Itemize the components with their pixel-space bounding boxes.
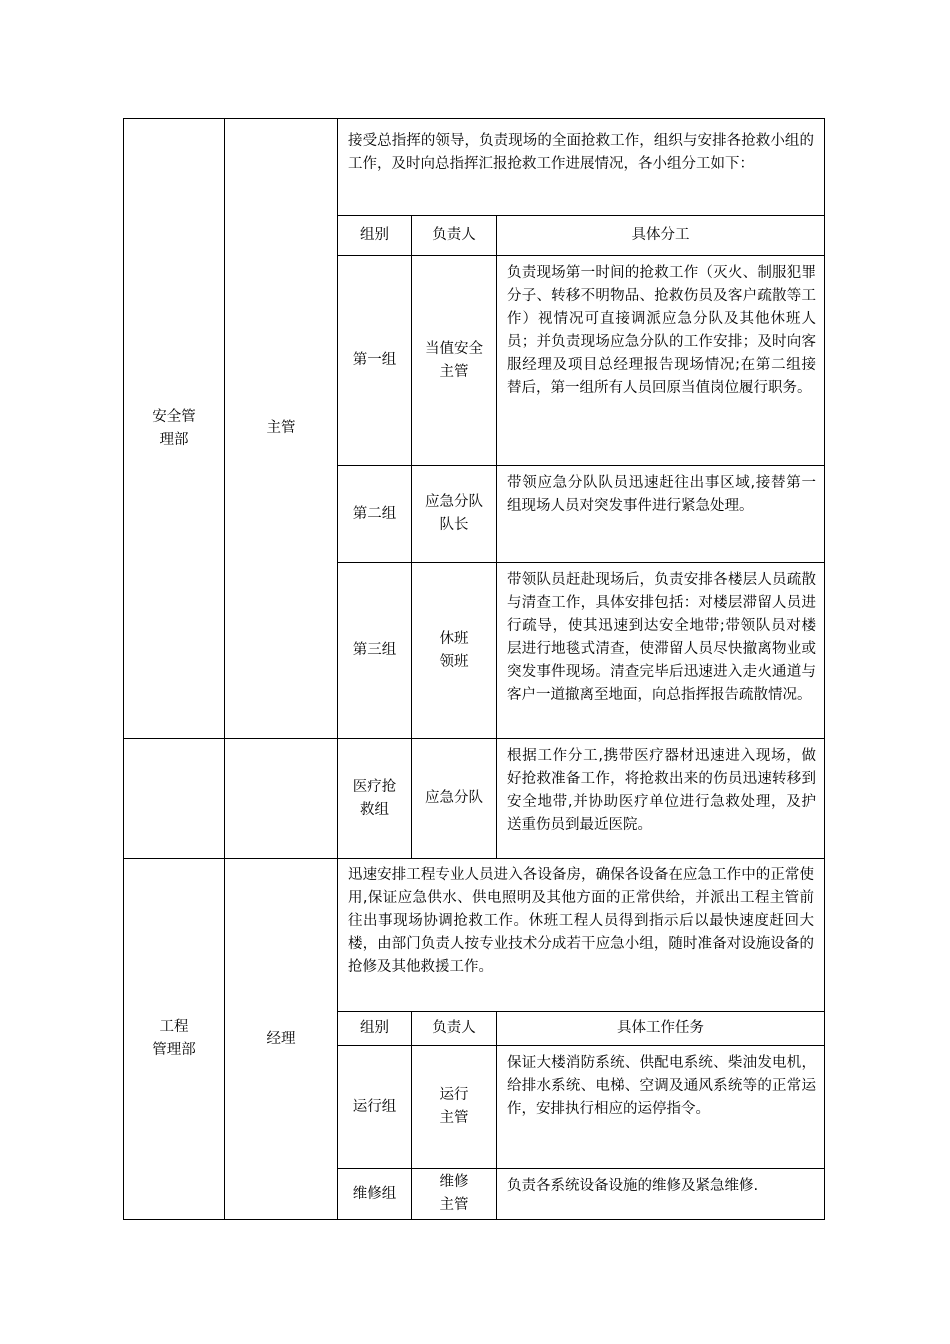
medical-task: 根据工作分工,携带医疗器材迅速进入现场，做好抢救准备工作，将抢救出来的伤员迅速转移到安全地带,并协助医疗单位进行急救处理，及护送重伤员到最近医院。 (507, 748, 816, 833)
engineering-intro: 迅速安排工程专业人员进入各设备房，确保各设备在应急工作中的正常使用,保证应急供水、供电照明及其他方面的正常供给，并派出工程主管前往出事现场协调抢救工作。休班工程人员得到指示后以最快速度赶回大楼，由部门负责人按专业技术分成若干应急小组，随时准备对设施设备的抢修及其他救援工作。 (348, 867, 814, 975)
medical-group: 医疗抢 救组 (352, 778, 397, 818)
security-header-lead: 负责人 (432, 227, 476, 243)
table-row-task: 带领队员赶赴现场后，负责安排各楼层人员疏散与清查工作，具体安排包括：对楼层滞留人员进行疏导，使其迅速到达安全地带;带领队员对楼层进行地毯式清查，使滞留人员尽快撤离物业或突发事件现场。清查完毕后迅速进入走火通道与客户一道撤离至地面，向总指挥报告疏散情况。 (507, 572, 816, 703)
engineering-dept-label: 工程 管理部 (152, 1019, 196, 1058)
table-row-task: 带领应急分队队员迅速赶往出事区域,接替第一组现场人员对突发事件进行紧急处理。 (507, 475, 816, 514)
table-right-border (824, 118, 825, 1220)
table-row-lead: 当值安全 主管 (425, 340, 483, 380)
engineering-dept-cell (124, 859, 224, 1219)
engineering-role-cell (225, 859, 337, 1219)
engineering-header-group: 组别 (360, 1020, 389, 1036)
table-bottom-border (123, 1219, 825, 1220)
engineering-header-lead: 负责人 (432, 1020, 476, 1036)
medical-lead: 应急分队 (425, 790, 483, 806)
table-row-lead: 休班 领班 (439, 630, 469, 670)
table-row-task: 负责各系统设备设施的维修及紧急维修. (507, 1178, 759, 1194)
table-row-group: 维修组 (352, 1185, 397, 1202)
security-role-cell (225, 119, 337, 738)
table-row-group: 第三组 (352, 642, 397, 658)
security-dept-cell (124, 119, 224, 738)
security-role: 主管 (266, 420, 296, 436)
table-row-lead: 运行 主管 (439, 1087, 469, 1126)
security-dept-label: 安全管 理部 (152, 408, 196, 448)
table-row-lead: 维修 主管 (439, 1174, 469, 1213)
table-row-lead: 应急分队 队长 (425, 494, 483, 533)
security-intro: 接受总指挥的领导，负责现场的全面抢救工作，组织与安排各抢救小组的工作，及时向总指挥汇报抢救工作进展情况，各小组分工如下： (348, 133, 814, 172)
engineering-role: 经理 (266, 1030, 296, 1047)
table-row-group: 第一组 (352, 352, 397, 368)
table-row-group: 运行组 (352, 1098, 397, 1115)
table-row-task: 负责现场第一时间的抢救工作（灭火、制服犯罪分子、转移不明物品、抢救伤员及客户疏散等工作）视情况可直接调派应急分队及其他休班人员；并负责现场应急分队的工作安排；及时向客服经理及项目总经理报告现场情况;在第二组接替后，第一组所有人员回原当值岗位履行职务。 (507, 265, 816, 396)
security-header-task: 具体分工 (631, 227, 690, 243)
security-header-group: 组别 (360, 227, 389, 243)
engineering-header-task: 具体工作任务 (617, 1020, 704, 1036)
table-row-group: 第二组 (352, 505, 397, 522)
table-row-task: 保证大楼消防系统、供配电系统、柴油发电机，给排水系统、电梯、空调及通风系统等的正常运作，安排执行相应的运停指令。 (507, 1055, 816, 1117)
